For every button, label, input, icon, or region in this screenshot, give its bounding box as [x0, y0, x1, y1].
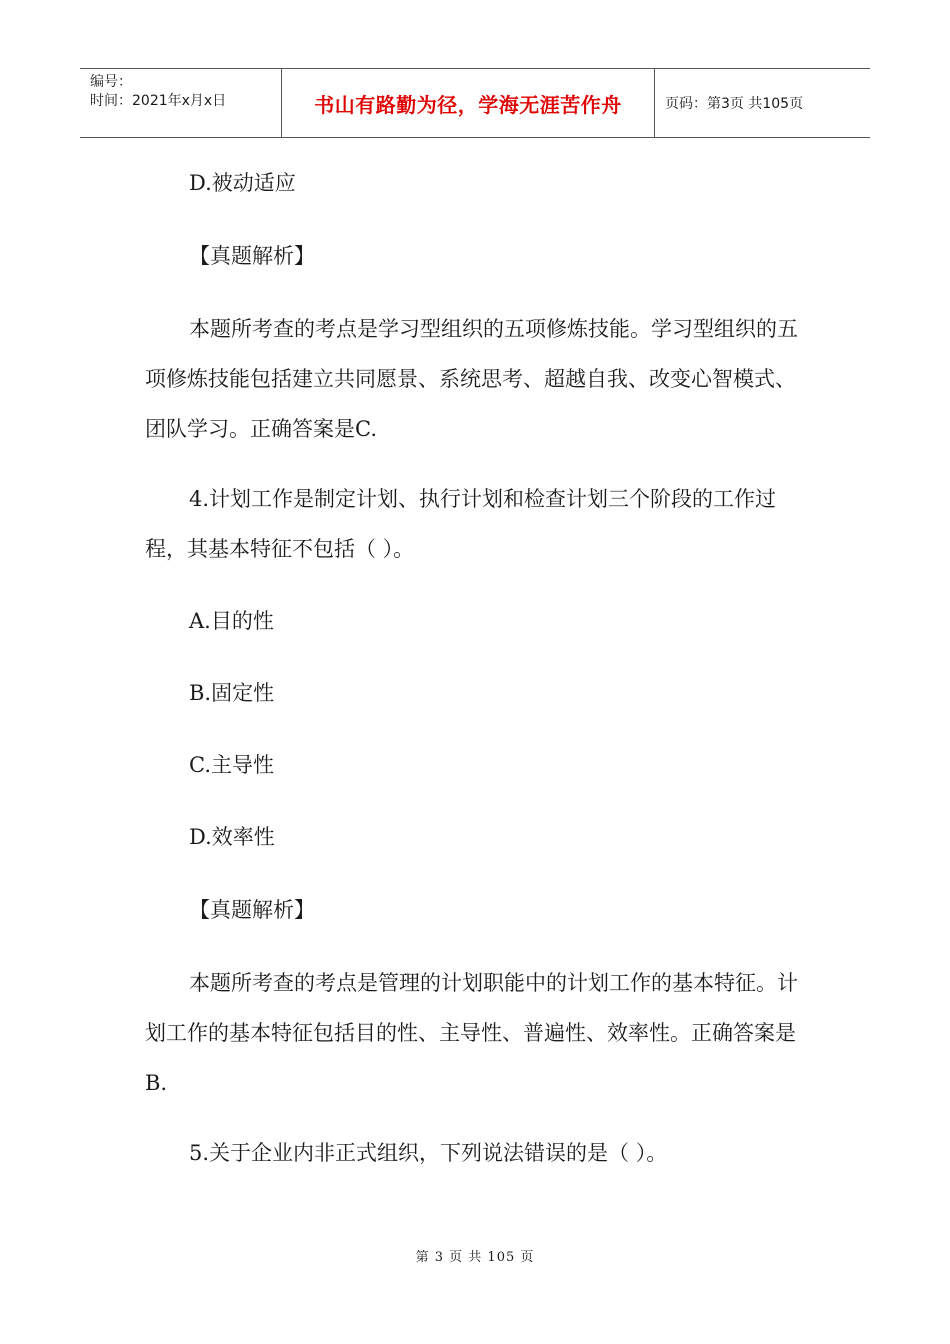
question-4: 4.计划工作是制定计划、执行计划和检查计划三个阶段的工作过程，其基本特征不包括（ ）。 — [145, 487, 777, 561]
analysis-text-2: 本题所考查的考点是管理的计划职能中的计划工作的基本特征。计划工作的基本特征包括目的性、主导性、普遍性、效率性。正确答案是B. — [145, 971, 798, 1095]
header-motto: 书山有路勤为径，学海无涯苦作舟 — [314, 92, 622, 117]
page-header — [80, 68, 870, 138]
header-motto-cell — [282, 69, 655, 137]
analysis-text-1: 本题所考查的考点是学习型组织的五项修炼技能。学习型组织的五项修炼技能包括建立共同愿景、系统思考、超越自我、改变心智模式、团队学习。正确答案是C. — [145, 317, 798, 441]
header-number: 编号： — [90, 74, 132, 90]
header-page-cell — [655, 69, 870, 137]
option-d-previous: D.被动适应 — [189, 171, 296, 195]
page-footer: 第 3 页 共 105 页 — [415, 1250, 535, 1265]
header-time: 时间：2021年x月x日 — [90, 93, 227, 109]
header-meta — [80, 69, 282, 137]
option-a: A.目的性 — [189, 609, 274, 633]
question-5: 5.关于企业内非正式组织，下列说法错误的是（ ）。 — [189, 1141, 668, 1165]
option-c: C.主导性 — [189, 753, 274, 777]
option-b: B.固定性 — [189, 681, 275, 705]
analysis-heading-1: 【真题解析】 — [189, 244, 315, 268]
header-page-number: 页码：第3页 共105页 — [665, 96, 804, 112]
analysis-heading-2: 【真题解析】 — [189, 898, 315, 922]
option-d: D.效率性 — [189, 825, 275, 849]
